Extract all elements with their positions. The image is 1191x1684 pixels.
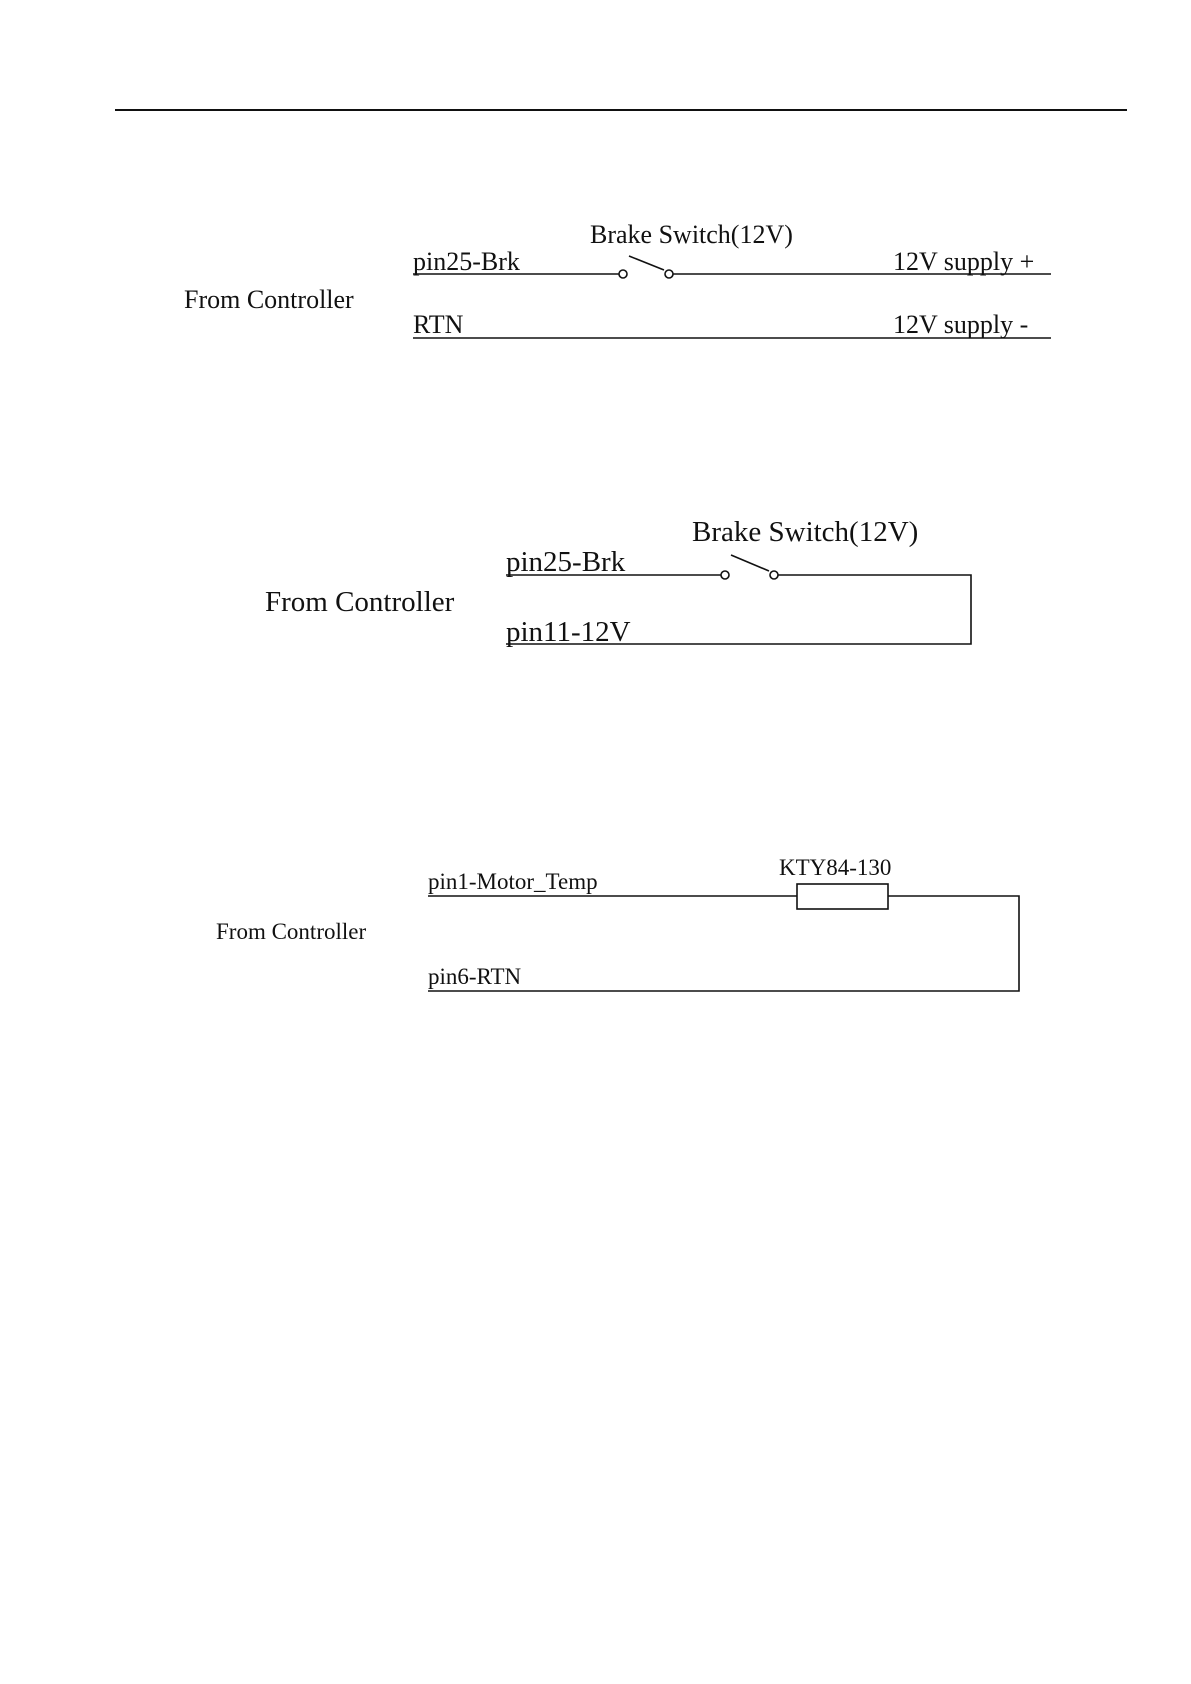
pin-label-bottom: pin11-12V — [506, 616, 631, 648]
switch-contact-left — [721, 571, 729, 579]
source-label: From Controller — [265, 586, 455, 618]
switch-blade — [629, 256, 664, 270]
pin-label-bottom: pin6-RTN — [428, 964, 522, 989]
pin-label-top: pin25-Brk — [413, 247, 520, 276]
switch-label: Brake Switch(12V) — [692, 516, 919, 548]
diagram-brake-switch-controller-supply — [265, 516, 971, 648]
switch-contact-right — [770, 571, 778, 579]
component-label: KTY84-130 — [779, 855, 892, 880]
pin-label-top: pin1-Motor_Temp — [428, 869, 598, 894]
source-label: From Controller — [184, 285, 354, 314]
switch-blade — [731, 555, 769, 571]
switch-label: Brake Switch(12V) — [590, 220, 793, 249]
sensor-resistor — [797, 884, 888, 909]
switch-contact-left — [619, 270, 627, 278]
supply-negative-label: 12V supply - — [893, 310, 1029, 339]
pin-label-top: pin25-Brk — [506, 546, 626, 578]
diagram-brake-switch-external-supply — [184, 220, 1051, 339]
diagram-motor-temp-sensor — [216, 855, 1019, 991]
source-label: From Controller — [216, 919, 367, 944]
switch-contact-right — [665, 270, 673, 278]
pin-label-bottom: RTN — [413, 310, 464, 339]
supply-positive-label: 12V supply + — [893, 247, 1035, 276]
